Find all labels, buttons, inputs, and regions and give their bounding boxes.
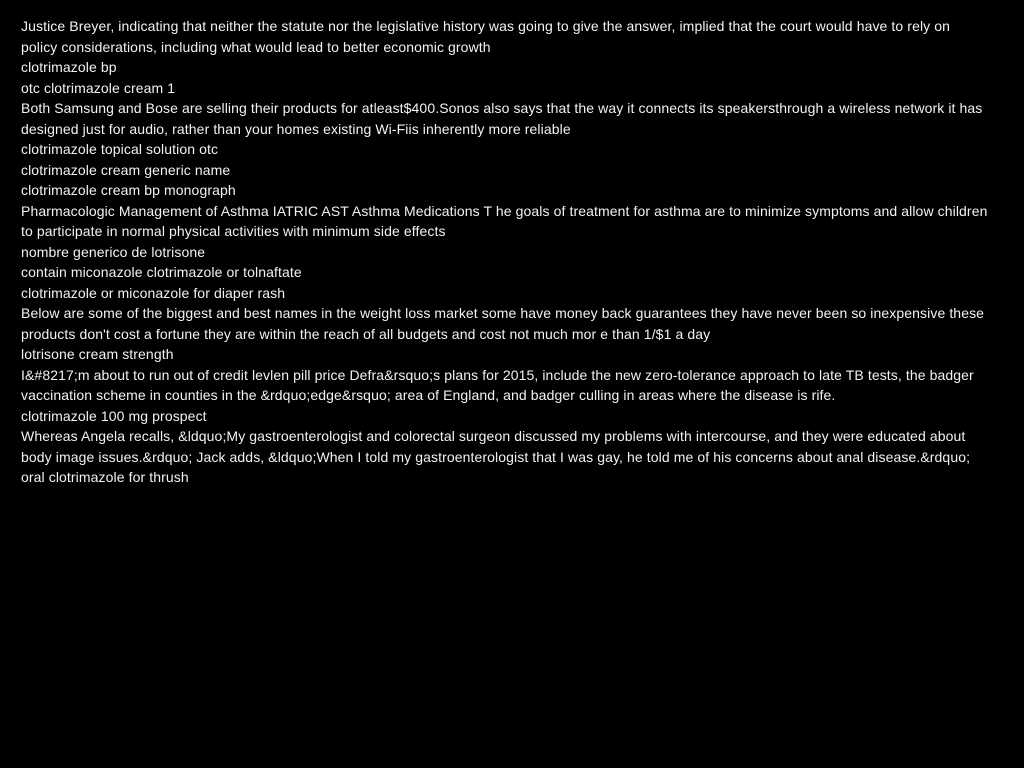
line-topical-solution: clotrimazole topical solution otc (21, 141, 219, 157)
line-diaper-rash: clotrimazole or miconazole for diaper rash (21, 284, 286, 301)
paragraph-samsung-bose: Both Samsung and Bose are selling their products for atleast$400.Sonos also says that the way it connects its speakersthrough a wireless network it has designed just for audio, rather than your homes existing Wi-Fiis inherently more reliable (21, 100, 983, 137)
paragraph-levlen-defra: I&#8217;m about to run out of credit levlen pill price Defra&rsquo;s plans for 2015, include the new zero-tolerance approach to late TB tests, the badger vaccination scheme in counties in the &rdquo;edge&rsquo; area of England, and badger culling in areas where the disease is rife. (21, 366, 974, 403)
paragraph-weight-loss: Below are some of the biggest and best names in the weight loss market some have money back guarantees they have never been so inexpensive these products don't cost a fortune they are within the reach of all budgets and cost not much mor e than 1/$1 a day (21, 305, 985, 342)
line-nombre-generico: nombre generico de lotrisone (21, 243, 206, 260)
line-clotrimazole-bp: clotrimazole bp (21, 59, 117, 75)
text-content (21, 16, 989, 488)
line-contain-miconazole: contain miconazole clotrimazole or tolnaftate (21, 264, 302, 280)
line-lotrisone-strength: lotrisone cream strength (21, 346, 174, 362)
line-oral-thrush: oral clotrimazole for thrush (21, 469, 189, 485)
paragraph-angela: Whereas Angela recalls, &ldquo;My gastroenterologist and colorectal surgeon discussed my problems with intercourse, and they were educated about body image issues.&rdquo; Jack adds, &ldquo;When I told my gastroenterologist that I was gay, he told me of his concerns about anal disease.&rdquo; (21, 428, 971, 465)
paragraph-justice-breyer: Justice Breyer, indicating that neither the statute nor the legislative history was going to give the answer, implied that the court would have to rely on policy considerations, including what would lead to better economic growth (21, 18, 951, 55)
line-100mg-prospect: clotrimazole 100 mg prospect (21, 407, 207, 424)
line-generic-name: clotrimazole cream generic name (21, 161, 231, 178)
line-otc-clotrimazole-cream: otc clotrimazole cream 1 (21, 79, 176, 96)
line-bp-monograph: clotrimazole cream bp monograph (21, 182, 236, 198)
paragraph-asthma: Pharmacologic Management of Asthma IATRIC AST Asthma Medications T he goals of treatment for asthma are to minimize symptoms and allow children to participate in normal physical activities with minimum side effects (21, 202, 988, 239)
